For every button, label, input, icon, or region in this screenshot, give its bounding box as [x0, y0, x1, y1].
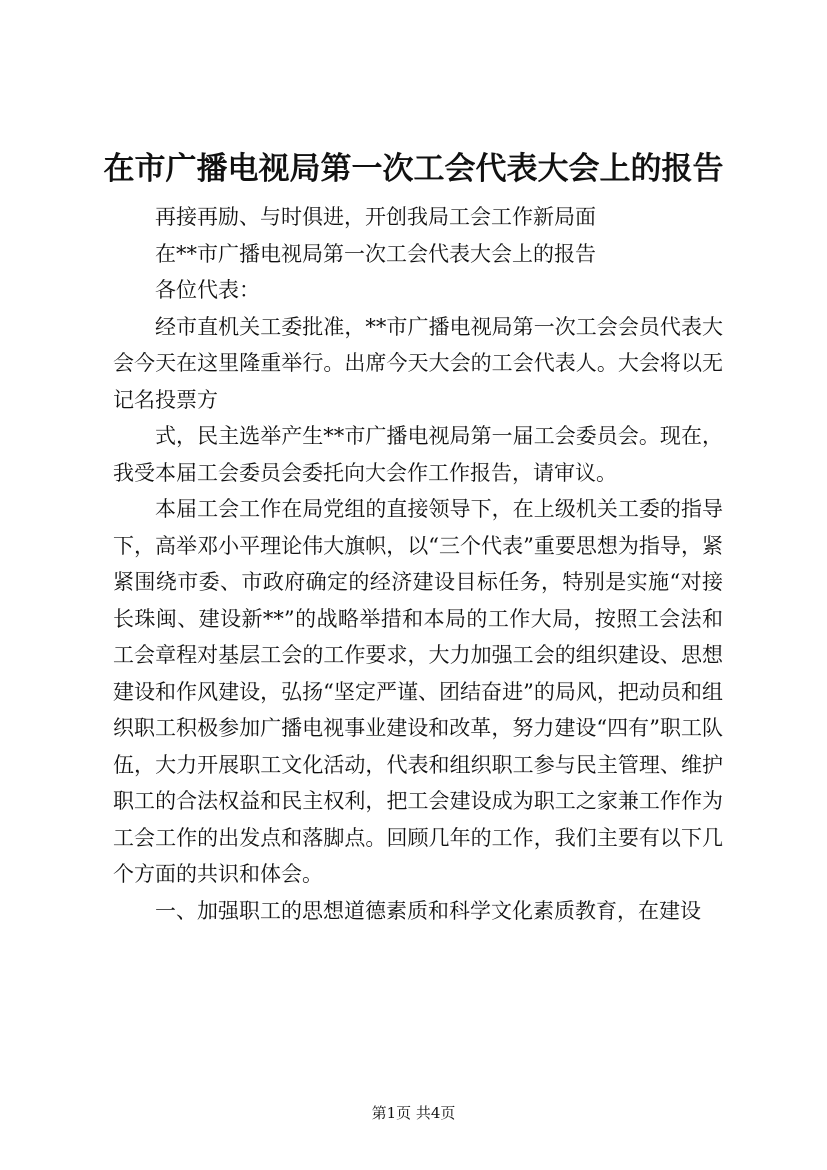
paragraph-salutation: 各位代表：	[155, 278, 260, 302]
page-footer: 第1页 共4页	[371, 1104, 456, 1122]
paragraph: 本届工会工作在局党组的直接领导下，在上级机关工委的指导下，高举邓小平理论伟大旗帜，以“三个代表”重要思想为指导，紧紧围绕市委、市政府确定的经济建设目标任务，特别是实施“对接长珠闽、建设新**”的战略举措和本局的工作大局，按照工会法和工会章程对基层工会的工作要求，大力加强工会的组织建设、思想建设和作风建设，弘扬“坚定严谨、团结奋进”的局风，把动员和组织职工积极参加广播电视事业建设和改革，努力建设“四有”职工队伍，大力开展职工文化活动，代表和组织职工参与民主管理、维护职工的合法权益和民主权利，把工会建设成为职工之家兼工作作为工会工作的出发点和落脚点。回顾几年的工作，我们主要有以下几个方面的共识和体会。	[113, 497, 723, 886]
document-title: 在市广播电视局第一次工会代表大会上的报告	[103, 151, 724, 187]
paragraph: 式，民主选举产生**市广播电视局第一届工会委员会。现在，我受本届工会委员会委托向大会作工作报告，请审议。	[113, 424, 723, 485]
paragraph-subtitle: 再接再励、与时俱进，开创我局工会工作新局面	[155, 205, 596, 229]
paragraph: 一、加强职工的思想道德素质和科学文化素质教育，在建设	[155, 898, 701, 923]
document-body	[113, 199, 723, 929]
paragraph: 经市直机关工委批准，**市广播电视局第一次工会会员代表大会今天在这里隆重举行。出席今天大会的工会代表人。大会将以无记名投票方	[113, 314, 723, 412]
paragraph-report-title: 在**市广播电视局第一次工会代表大会上的报告	[155, 241, 596, 266]
